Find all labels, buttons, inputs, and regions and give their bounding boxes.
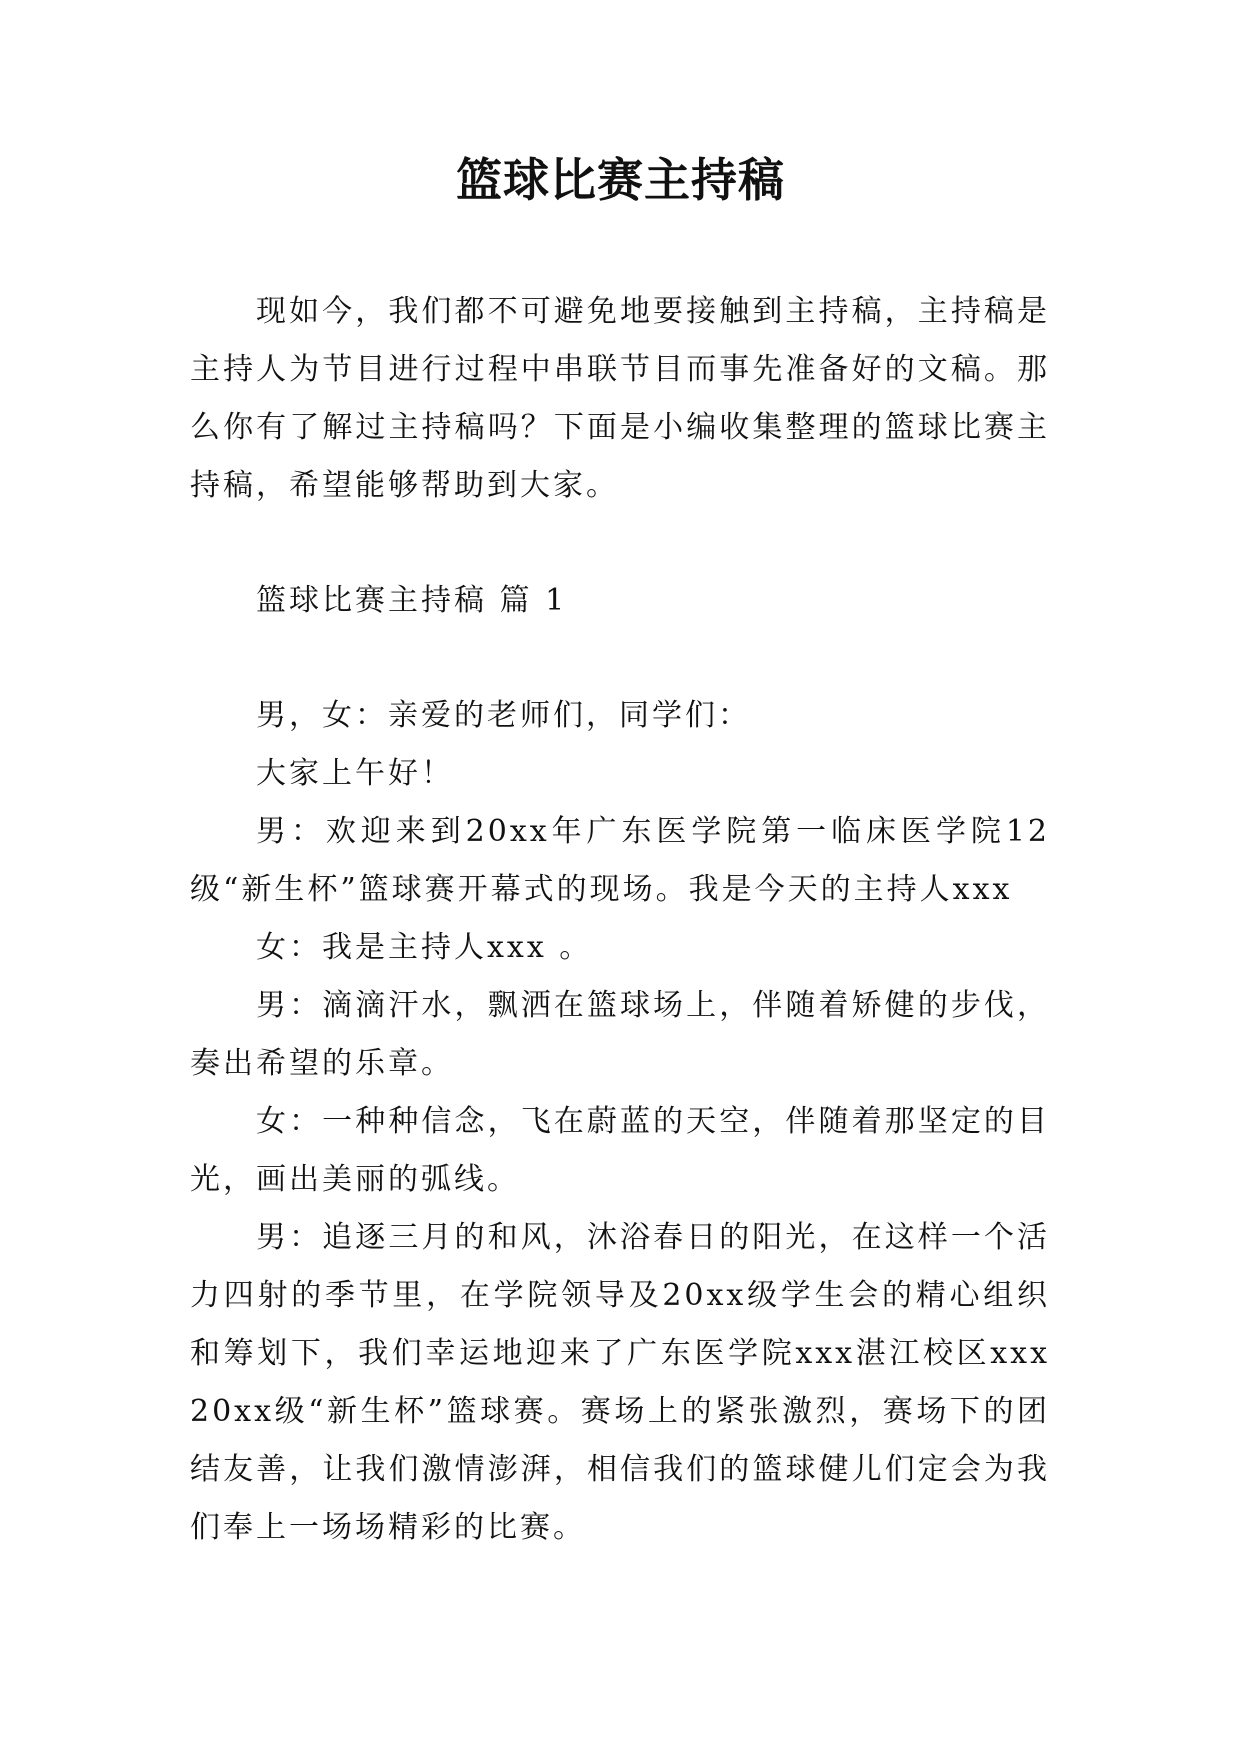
document-title: 篮球比赛主持稿 — [456, 153, 785, 207]
intro-paragraph: 现如今，我们都不可避免地要接触到主持稿，主持稿是主持人为节目进行过程中串联节目而事先准备好的文稿。那么你有了解过主持稿吗？下面是小编收集整理的篮球比赛主持稿，希望能够帮助到大家。 — [190, 294, 1050, 503]
script-paragraph: 女：我是主持人xxx 。 — [256, 930, 593, 965]
document-body — [190, 283, 1050, 1557]
script-paragraph: 大家上午好！ — [256, 756, 454, 791]
script-paragraph: 男：追逐三月的和风，沐浴春日的阳光，在这样一个活力四射的季节里，在学院领导及20xx级学生会的精心组织和筹划下，我们幸运地迎来了广东医学院xxx湛江校区xxx20xx级“新生杯”篮球赛。赛场上的紧张激烈，赛场下的团结友善，让我们激情澎湃，相信我们的篮球健儿们定会为我们奉上一场场精彩的比赛。 — [190, 1220, 1050, 1545]
script-paragraph: 男：滴滴汗水，飘洒在篮球场上，伴随着矫健的步伐，奏出希望的乐章。 — [190, 988, 1050, 1081]
script-paragraph: 男，女：亲爱的老师们，同学们： — [256, 698, 751, 733]
section-heading: 篮球比赛主持稿 篇 1 — [256, 583, 568, 618]
script-paragraph: 男：欢迎来到20xx年广东医学院第一临床医学院12级“新生杯”篮球赛开幕式的现场。我是今天的主持人xxx — [190, 814, 1050, 907]
script-paragraph: 女：一种种信念，飞在蔚蓝的天空，伴随着那坚定的目光，画出美丽的弧线。 — [190, 1104, 1050, 1197]
